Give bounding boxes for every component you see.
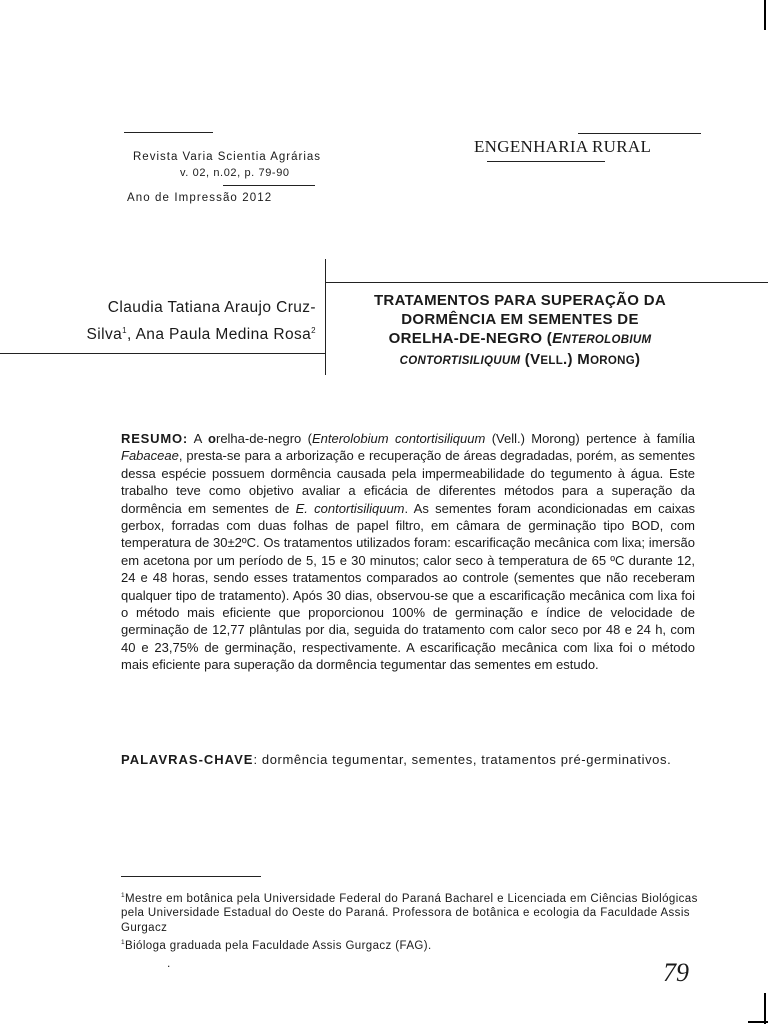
stray-dot: . bbox=[167, 956, 171, 970]
title-line-4: CONTORTISILIQUUM (VELL.) MORONG) bbox=[399, 351, 641, 368]
crop-mark-bottom bbox=[764, 993, 766, 1024]
footnote-separator bbox=[121, 876, 261, 877]
section-underline bbox=[487, 161, 605, 162]
section-title: ENGENHARIA RURAL bbox=[474, 137, 652, 156]
footnotes bbox=[121, 889, 699, 953]
header-right-rule bbox=[578, 133, 701, 134]
footnote-2: $^1$Bióloga graduada pela Faculdade Assis Gurgacz (FAG). bbox=[121, 938, 432, 952]
species-short: E. contortisiliquum bbox=[295, 500, 405, 516]
abstract-label: RESUMO: bbox=[121, 431, 188, 446]
divider-vertical bbox=[325, 259, 326, 375]
author-affil-2: 2 bbox=[311, 326, 316, 335]
author-2: , Ana Paula Medina Rosa bbox=[127, 326, 312, 344]
author-name-part: Silva bbox=[86, 326, 123, 344]
title-line-1: TRATAMENTOS PARA SUPERAÇÃO DA bbox=[373, 292, 667, 309]
title-line-3: ORELHA-DE-NEGRO (ENTEROLOBIUM bbox=[388, 330, 652, 347]
keywords-label: PALAVRAS-CHAVE bbox=[121, 752, 254, 767]
crop-mark-top bbox=[764, 0, 766, 30]
header-left-rule bbox=[124, 132, 213, 133]
volume-underline bbox=[223, 185, 315, 186]
page-number: 79 bbox=[663, 958, 689, 987]
author-affil-1: 1 bbox=[122, 326, 128, 335]
crop-mark-bottom-h bbox=[748, 1021, 768, 1023]
keywords-text: : dormência tegumentar, sementes, tratamentos pré-germinativos. bbox=[253, 752, 672, 767]
journal-name: Revista Varia Scientia Agrárias bbox=[133, 151, 322, 163]
authors-bottom-rule bbox=[0, 353, 326, 354]
family-name: Fabaceae bbox=[121, 448, 179, 464]
journal-volume: v. 02, n.02, p. 79-90 bbox=[180, 167, 290, 179]
species-name: Enterolobium contortisiliquum bbox=[311, 431, 486, 446]
keywords bbox=[121, 751, 695, 769]
author-line-1: Claudia Tatiana Araujo Cruz- bbox=[107, 299, 316, 316]
authors-block bbox=[20, 296, 316, 346]
print-year: Ano de Impressão 2012 bbox=[127, 192, 273, 204]
footnote-1: $^1$Mestre em botânica pela Universidade Federal do Paraná Bacharel e Licenciada em Ciências Biológicas pela Universidade Estadual do Oeste do Paraná. Professora de botânica e ecologia da Faculdade Assis Gurgacz bbox=[121, 892, 698, 935]
article-title bbox=[340, 291, 700, 371]
abstract: RESUMO: A orelha-de-negro (Enterolobium contortisiliquum (Vell.) Morong) pertence à família Fabaceae, presta-se para a arborização e recuperação de áreas degradadas, porém, as sementes dessa espécie possuem dormência causada pela impermeabilidade do tegumento à água. Este trabalho teve como objetivo avaliar a eficácia de diferentes métodos para a superação da dormência em sementes de E. contortisiliquum. As sementes foram acondicionadas em caixas gerbox, forradas com duas folhas de papel filtro, em câmara de germinação tipo BOD, com temperatura de 30±2ºC. Os tratamentos utilizados foram: escarificação mecânica com lixa; imersão em acetona por um período de 5, 15 e 30 minutos; calor seco à temperatura de 65 ºC durante 12, 24 e 48 horas, sendo esses tratamentos comparados ao controle (sementes que não receberam qualquer tipo de tratamento). Após 30 dias, observou-se que a escarificação mecânica com lixa foi o método mais eficiente que proporcionou 100% de germinação e índice de velocidade de germinação de 12,77 plântulas por dia, seguida do tratamento com calor seco por 48 e 24 h, com 40 e 23,75% de germinação, respectivamente. A escarificação mecânica com lixa foi o método mais eficiente para superação da dormência tegumentar das sementes em estudo. bbox=[121, 431, 696, 673]
title-top-rule bbox=[326, 282, 768, 283]
title-line-2: DORMÊNCIA EM SEMENTES DE bbox=[401, 311, 639, 328]
